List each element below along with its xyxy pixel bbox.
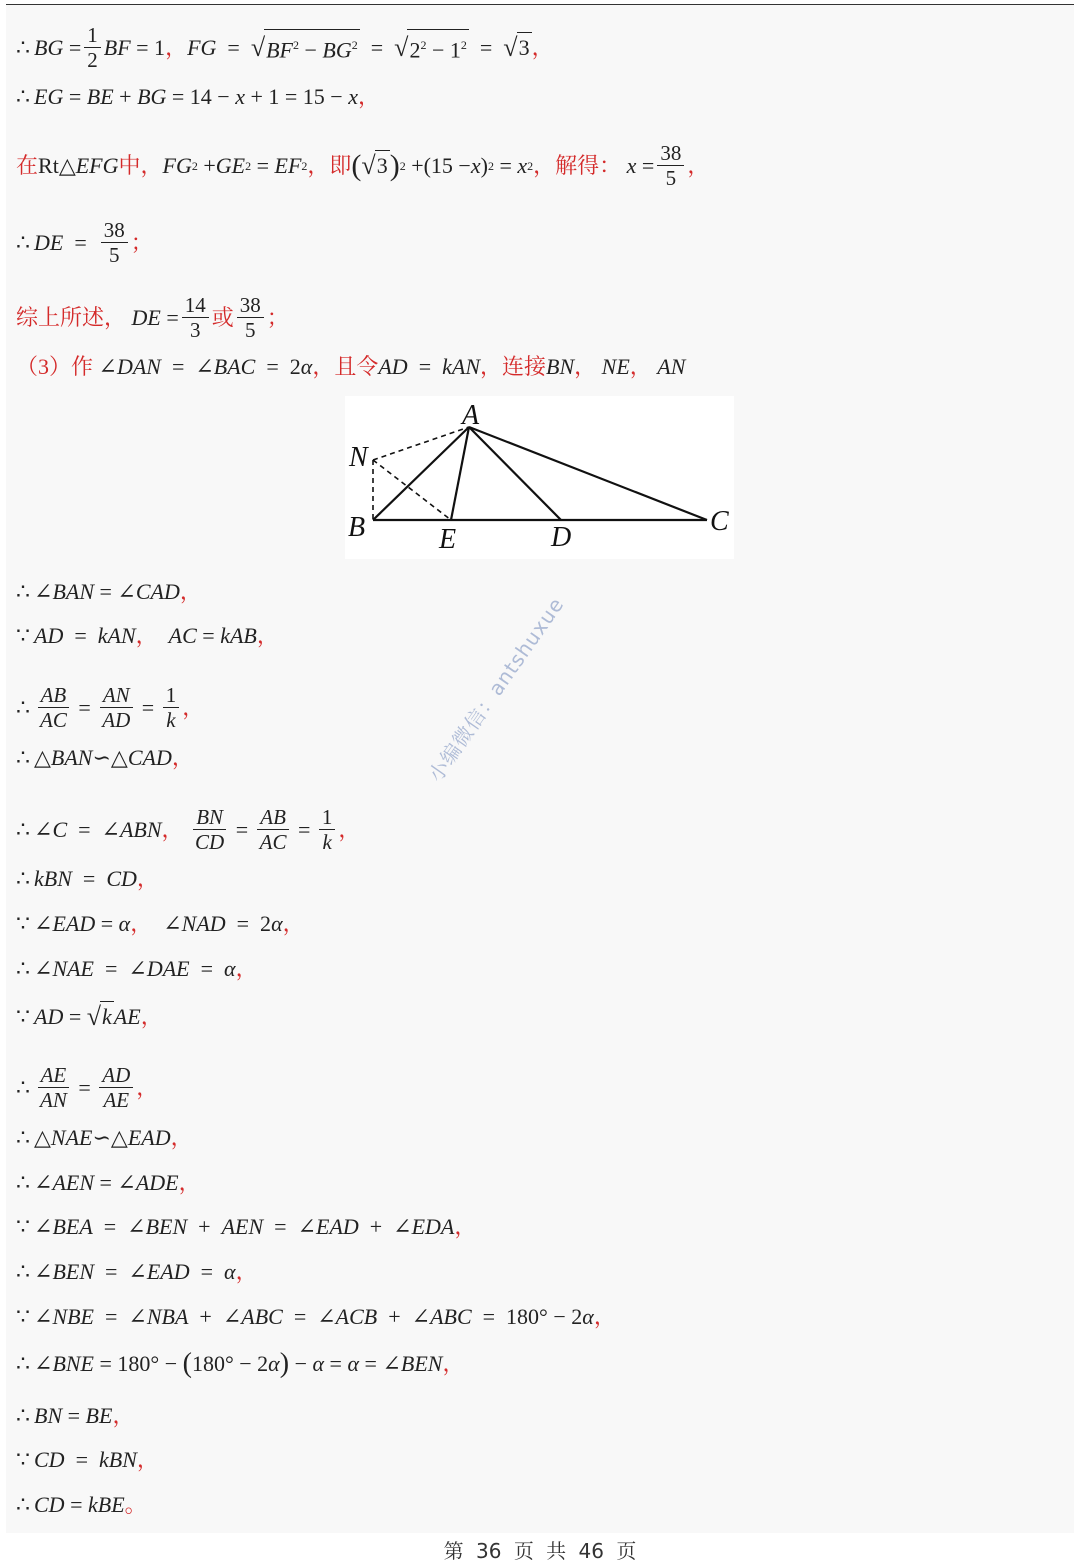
label-a: A bbox=[462, 400, 480, 431]
document-page bbox=[6, 4, 1074, 1533]
proof-line-8: ∵ AD = kAN ， AC = kAB ， bbox=[16, 623, 279, 648]
proof-line-24: ∵ CD = kBN ， bbox=[16, 1447, 159, 1472]
proof-line-17: ∴ △NAE ∽ △EAD ， bbox=[16, 1125, 193, 1150]
label-n: N bbox=[349, 442, 368, 473]
watermark-text: 小编微信：antshuxue bbox=[423, 592, 569, 787]
segment-ac bbox=[469, 427, 707, 520]
triangle-diagram bbox=[345, 396, 734, 559]
proof-line-19: ∵ ∠ BEA = ∠ BEN + AEN = ∠ EAD + ∠ EDA ， bbox=[16, 1214, 477, 1239]
geometry-figure bbox=[345, 396, 734, 559]
proof-line-22: ∴ ∠ BNE = 180° − ( 180° − 2 α ) − α = α = ∠ BEN ， bbox=[16, 1348, 465, 1379]
proof-line-2: ∴ EG = BE + BG = 14 − x + 1 = 15 − x ， bbox=[16, 84, 380, 109]
proof-line-7: ∴ ∠ BAN = ∠ CAD ， bbox=[16, 579, 202, 604]
proof-line-4: ∴ DE = $\frac{38}{5}$ ； bbox=[16, 218, 153, 267]
segment-ad bbox=[469, 427, 561, 520]
proof-line-16: ∴ $\frac{AE}{AN}$ = $\frac{AD}{AE}$ ， bbox=[16, 1063, 159, 1112]
proof-line-12: ∴ kBN = CD ， bbox=[16, 866, 159, 891]
segment-ne-dashed bbox=[373, 460, 451, 520]
proof-line-9: ∴ $\frac{AB}{AC}$ = $\frac{AN}{AD}$ = $\frac{1}{k}$ ， bbox=[16, 683, 205, 732]
proof-line-10: ∴ △BAN ∽ △CAD ， bbox=[16, 745, 194, 770]
proof-line-18: ∴ ∠ AEN = ∠ ADE ， bbox=[16, 1170, 201, 1195]
label-c: C bbox=[710, 506, 729, 537]
label-b: B bbox=[348, 512, 366, 543]
label-e: E bbox=[439, 524, 457, 555]
label-d: D bbox=[551, 522, 572, 553]
page-footer: 第 36 页 共 46 页 bbox=[443, 1539, 637, 1563]
proof-line-11: ∴ ∠ C = ∠ ABN ， $\frac{BN}{CD}$ = $\frac{AB}{AC}$ = $\frac{1}{k}$ ， bbox=[16, 805, 361, 854]
proof-line-15: ∵ AD = √ k AE ， bbox=[16, 1001, 163, 1031]
proof-line-6: （3）作 ∠ DAN = ∠ BAC = 2 α ，且令 AD = kAN ，连接 BN ， NE ， AN bbox=[16, 354, 686, 379]
proof-line-20: ∴ ∠ BEN = ∠ EAD = α ， bbox=[16, 1259, 258, 1284]
proof-line-5: 综上所述， DE = $\frac{14}{3}$ 或 $\frac{38}{5}$ ； bbox=[16, 293, 289, 342]
proof-line-13: ∵ ∠ EAD = α ， ∠ NAD = 2 α ， bbox=[16, 911, 305, 936]
proof-line-25: ∴ CD = kBE 。 bbox=[16, 1492, 147, 1517]
proof-line-23: ∴ BN = BE ， bbox=[16, 1403, 135, 1428]
proof-line-3: 在 Rt △EFG 中， FG 2 + GE 2 = EF 2 ，即 ( √ 3 ) 2 +(15 − x ) 2 = x 2 ，解得： x = $\frac{38}{5}$ ， bbox=[16, 141, 710, 190]
segment-na-dashed bbox=[373, 427, 469, 460]
proof-line-14: ∴ ∠ NAE = ∠ DAE = α ， bbox=[16, 956, 258, 981]
proof-line-1: ∴ BG = $\frac{1}{2}$ BF = 1 ， FG = √ $BF^2 - BG^2$ = √ $2^2 - 1^2$ = √ 3 ， bbox=[16, 23, 554, 72]
proof-line-21: ∵ ∠ NBE = ∠ NBA + ∠ ABC = ∠ ACB + ∠ ABC = 180° − 2 α ， bbox=[16, 1304, 616, 1329]
